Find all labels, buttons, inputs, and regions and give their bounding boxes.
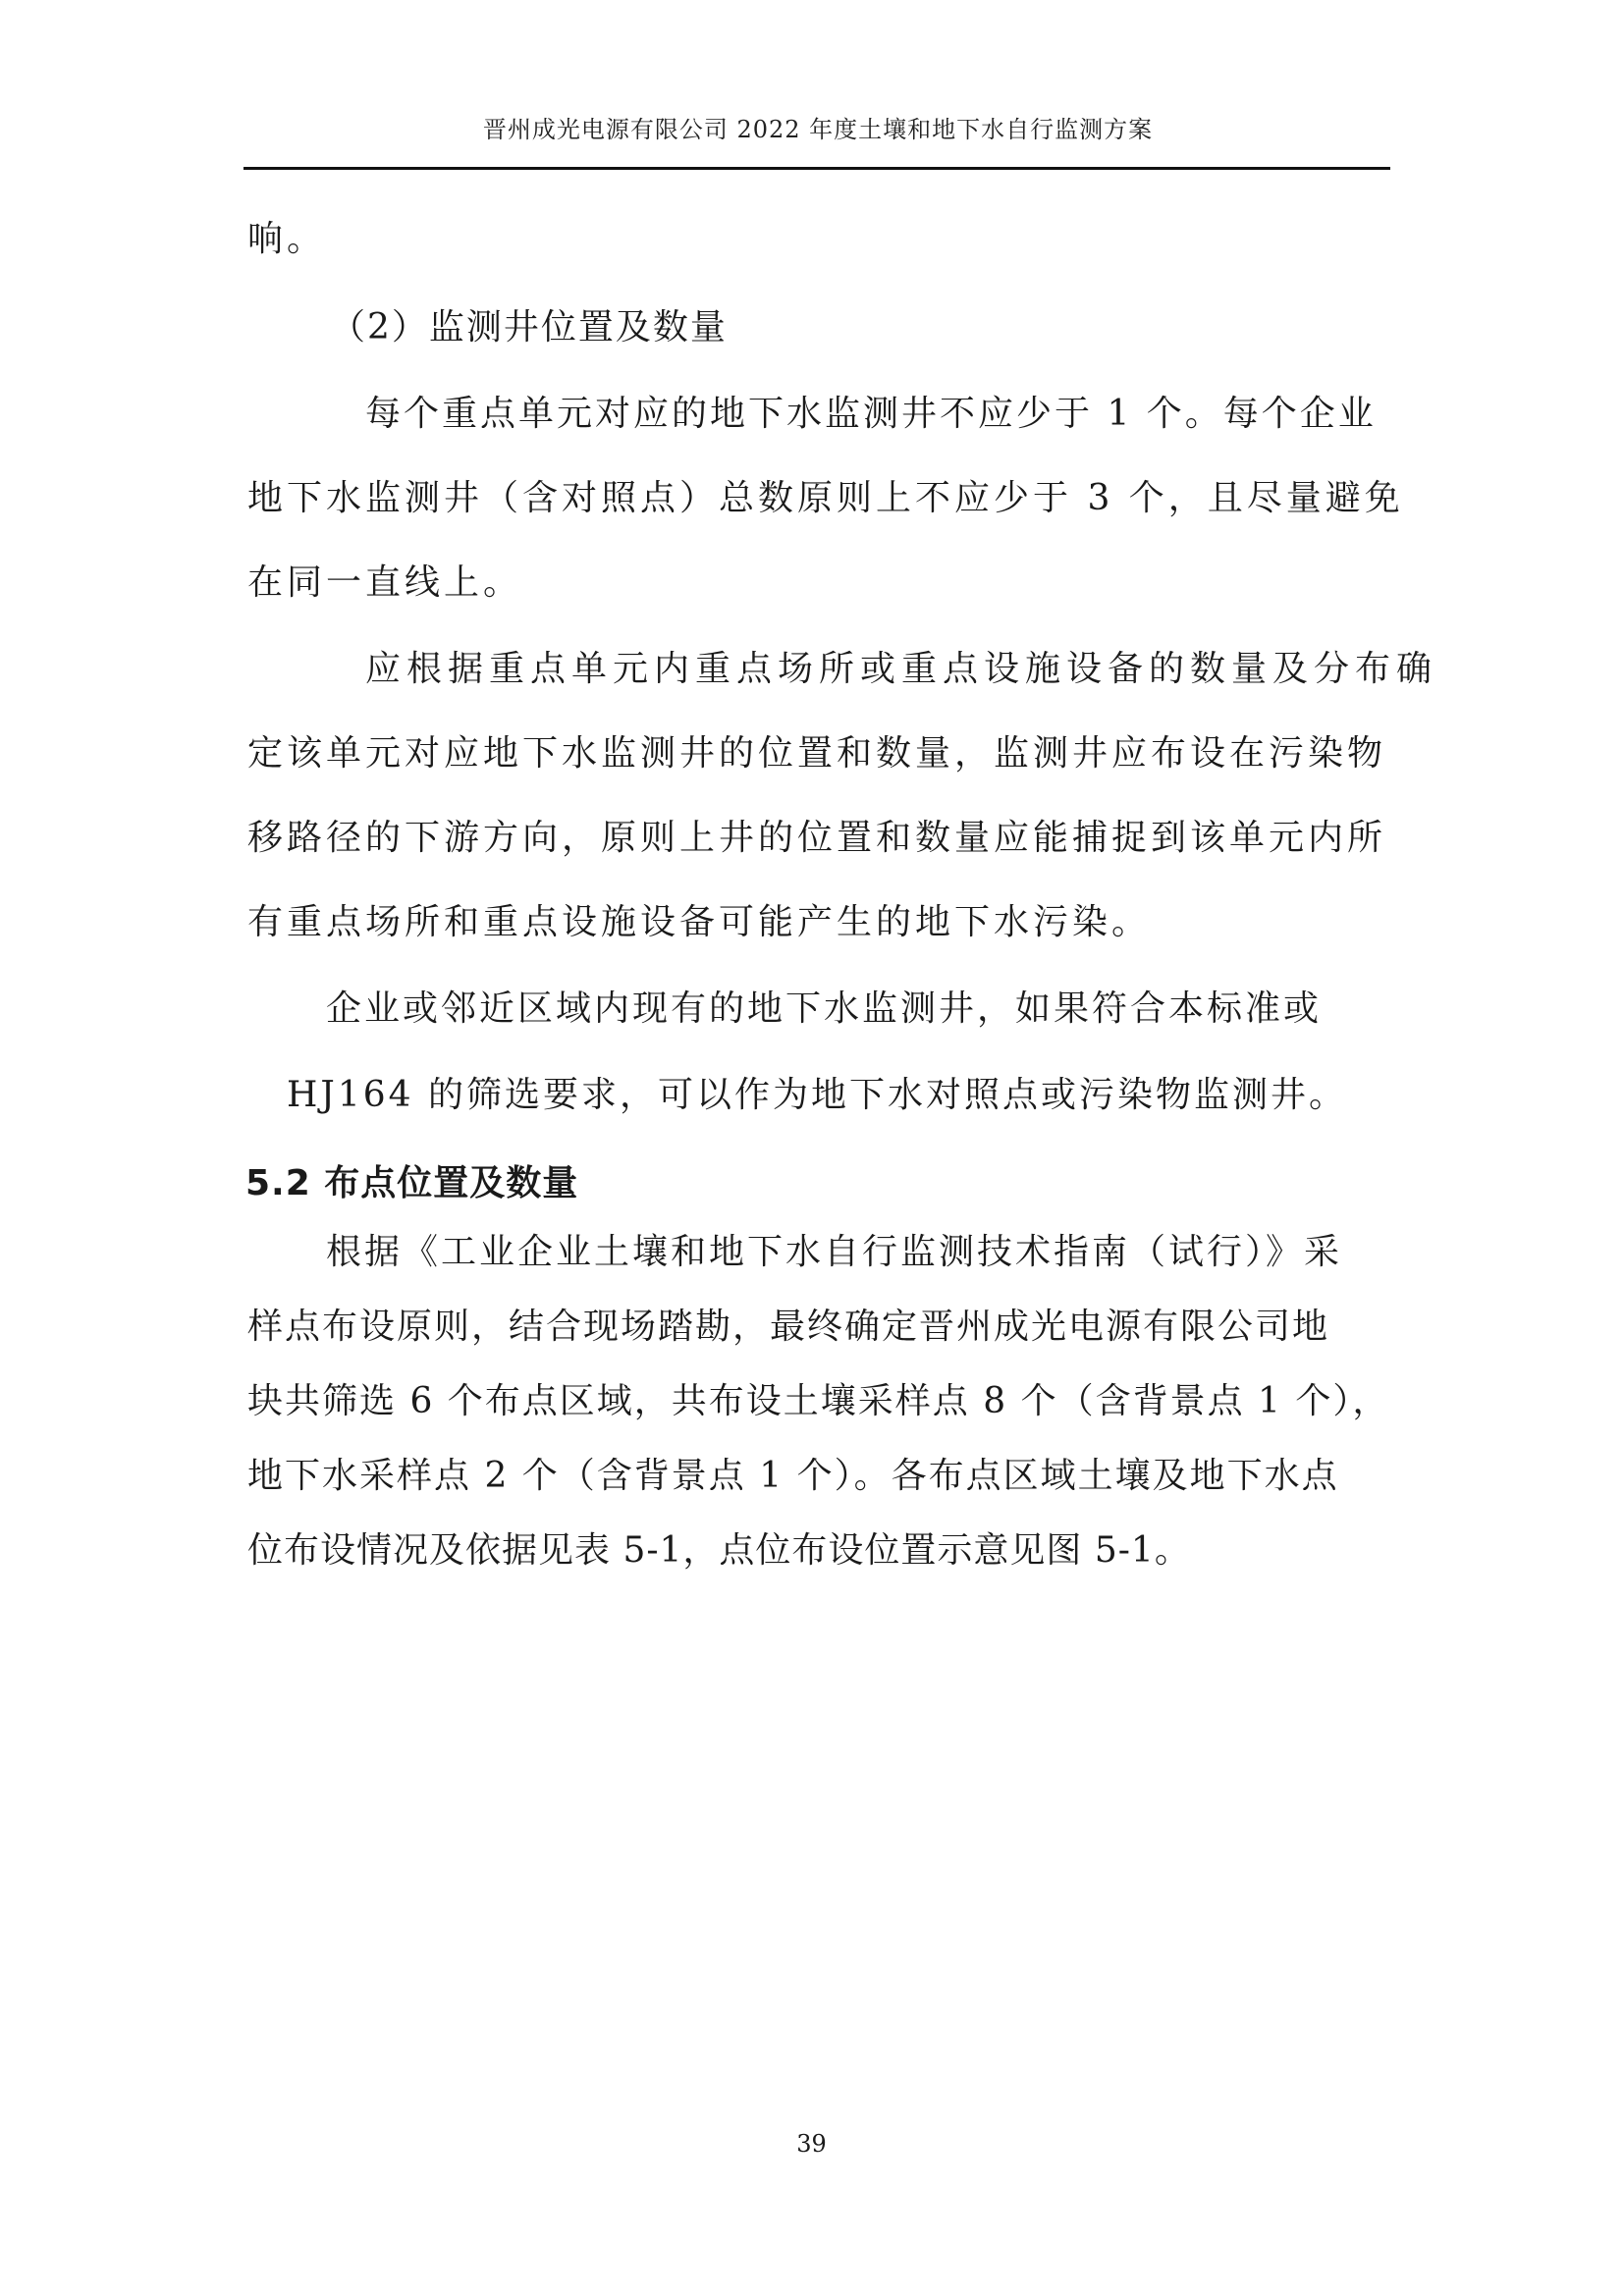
paragraph-2-line-4: 有重点场所和重点设施设备可能产生的地下水污染。 (247, 902, 1152, 942)
section-5-2-line-1: 根据《工业企业土壤和地下水自行监测技术指南（试行）》采 (326, 1232, 1343, 1272)
subheading-monitoring-wells: （2）监测井位置及数量 (330, 307, 728, 347)
body-line-continuation: 响。 (247, 219, 327, 259)
paragraph-2-line-3: 移路径的下游方向，原则上井的位置和数量应能捕捉到该单元内所 (247, 818, 1387, 858)
header-divider (243, 167, 1390, 170)
section-5-2-line-4: 地下水采样点 2 个（含背景点 1 个）。各布点区域土壤及地下水点 (247, 1456, 1339, 1496)
page-header-title: 晋州成光电源有限公司 2022 年度土壤和地下水自行监测方案 (482, 116, 1154, 143)
section-heading-5-2: 5.2 布点位置及数量 (245, 1163, 579, 1203)
paragraph-3-line-1: 企业或邻近区域内现有的地下水监测井，如果符合本标准或 (326, 988, 1323, 1029)
paragraph-1-line-1: 每个重点单元对应的地下水监测井不应少于 1 个。每个企业 (365, 394, 1377, 434)
section-5-2-line-5: 位布设情况及依据见表 5-1，点位布设位置示意见图 5-1。 (247, 1530, 1191, 1571)
page-number: 39 (796, 2130, 827, 2158)
paragraph-1-line-3: 在同一直线上。 (247, 562, 523, 603)
section-5-2-line-3: 块共筛选 6 个布点区域，共布设土壤采样点 8 个（含背景点 1 个）， (247, 1381, 1390, 1421)
paragraph-3-line-2: HJ164 的筛选要求，可以作为地下水对照点或污染物监测井。 (287, 1075, 1347, 1115)
paragraph-2-line-1: 应根据重点单元内重点场所或重点设施设备的数量及分布确 (365, 649, 1438, 689)
paragraph-1-line-2: 地下水监测井（含对照点）总数原则上不应少于 3 个，且尽量避免 (247, 478, 1404, 518)
paragraph-2-line-2: 定该单元对应地下水监测井的位置和数量，监测井应布设在污染物 (247, 733, 1387, 774)
section-5-2-line-2: 样点布设原则，结合现场踏勘，最终确定晋州成光电源有限公司地 (247, 1307, 1330, 1347)
